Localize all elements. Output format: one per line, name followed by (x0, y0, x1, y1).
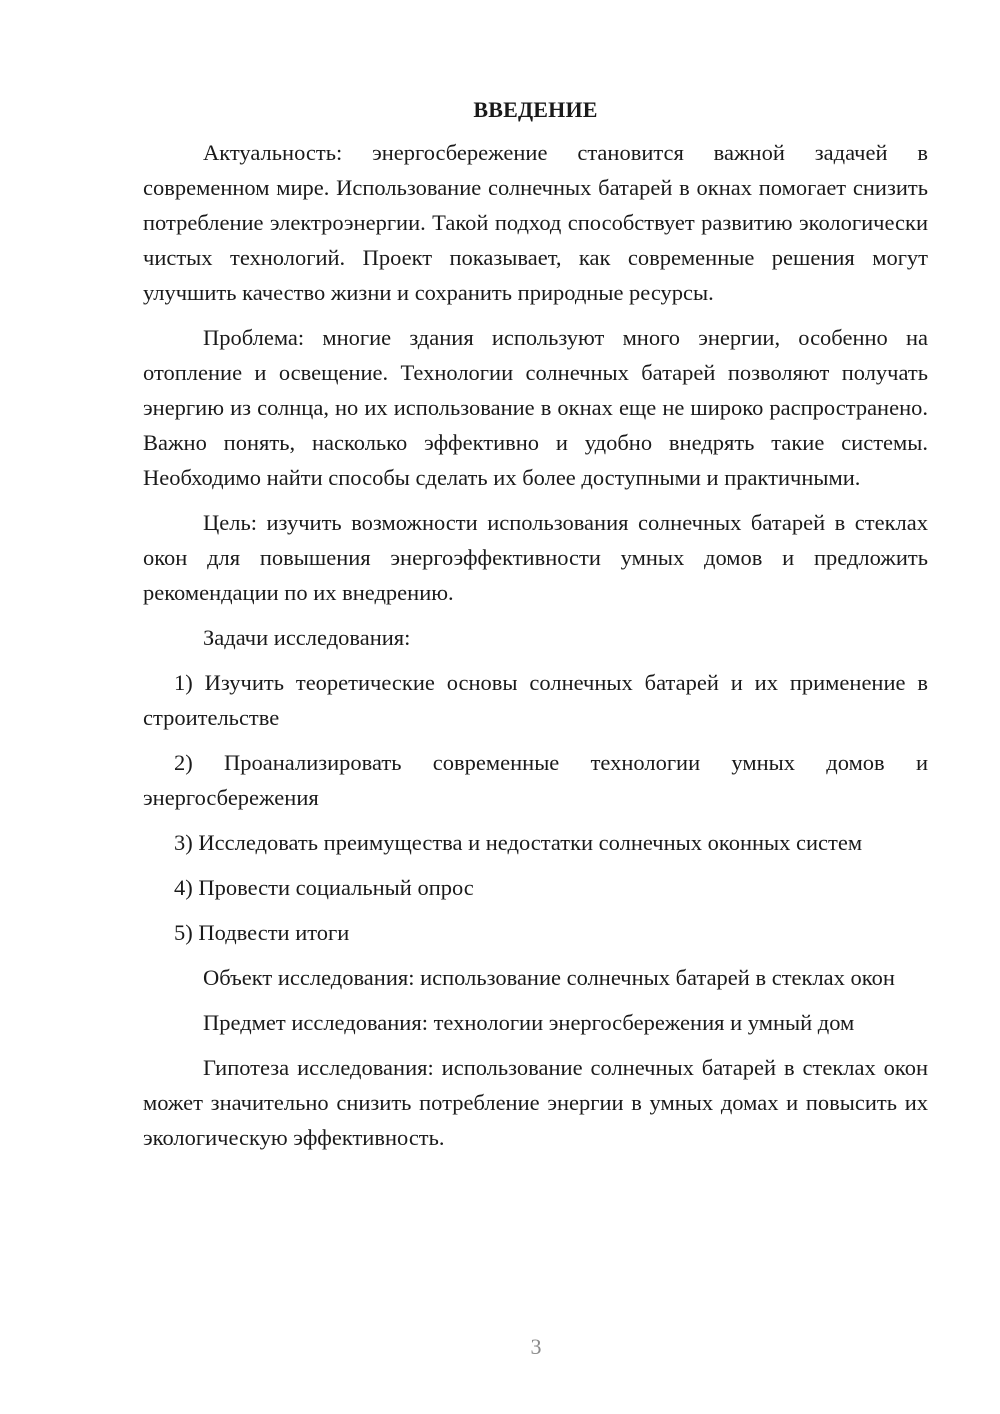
page-number: 3 (530, 1334, 542, 1359)
object-paragraph: Объект исследования: использование солнечных батарей в стеклах окон (203, 965, 895, 990)
task-item-3: 3) Исследовать преимущества и недостатки солнечных оконных систем (174, 830, 863, 855)
hypothesis-paragraph: Гипотеза исследования: использование солнечных батарей в стеклах окон может значительно снизить потребление энергии в умных домах и повысить их экологическую эффективность. (143, 1055, 928, 1150)
subject-paragraph: Предмет исследования: технологии энергосбережения и умный дом (203, 1010, 855, 1035)
goal-paragraph: Цель: изучить возможности использования солнечных батарей в стеклах окон для повышения энергоэффективности умных домов и предложить рекомендации по их внедрению. (143, 510, 928, 605)
task-item-1: 1) Изучить теоретические основы солнечных батарей и их применение в строительстве (143, 670, 928, 730)
task-item-5: 5) Подвести итоги (174, 920, 350, 945)
task-item-4: 4) Провести социальный опрос (174, 875, 474, 900)
tasks-heading: Задачи исследования: (203, 625, 411, 650)
relevance-paragraph: Актуальность: энергосбережение становится важной задачей в современном мире. Использование солнечных батарей в окнах помогает снизить потребление электроэнергии. Такой подход способствует развитию экологически чистых технологий. Проект показывает, как современные решения могут улучшить качество жизни и сохранить природные ресурсы. (143, 140, 928, 305)
problem-paragraph: Проблема: многие здания используют много энергии, особенно на отопление и освещение. Технологии солнечных батарей позволяют получать энергию из солнца, но их использование в окнах еще не широко распространено. Важно понять, насколько эффективно и удобно внедрять такие системы. Необходимо найти способы сделать их более доступными и практичными. (143, 325, 928, 490)
task-item-2: 2) Проанализировать современные технологии умных домов и энергосбережения (143, 750, 928, 810)
section-title: ВВЕДЕНИЕ (473, 97, 598, 122)
document-page (143, 90, 928, 1165)
